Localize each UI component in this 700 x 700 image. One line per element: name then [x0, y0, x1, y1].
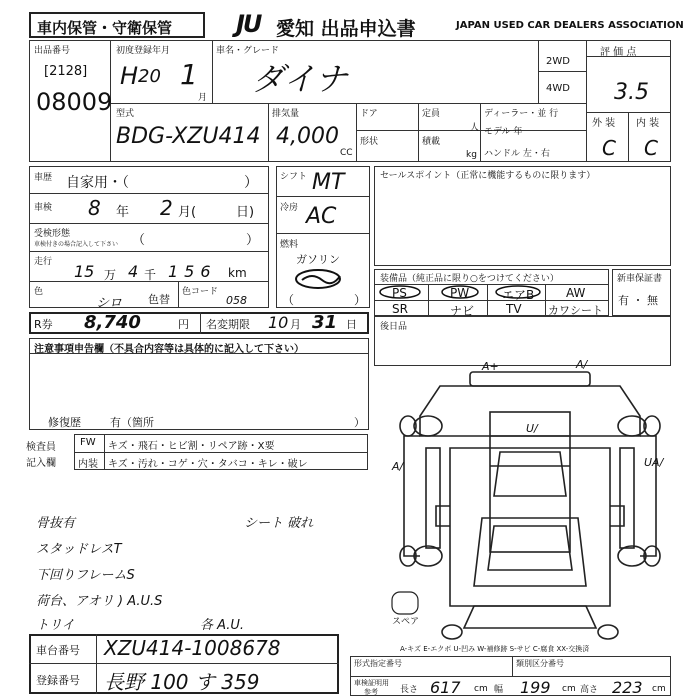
note-right-2: 各 A.U.: [200, 618, 245, 633]
reg-month: 1: [180, 58, 198, 91]
damage-legend: A-キズ E-エクボ U-凹み W-補修跡 S-サビ C-腐食 XX-交換済: [400, 645, 590, 653]
equip-pw: PW: [450, 286, 470, 300]
dim-reg-label: 車検証明用: [354, 679, 389, 687]
accept-sub: 車検付きの場合記入して下さい: [34, 241, 119, 248]
cc-label: CC: [340, 148, 353, 158]
repair-label: 修復歴: [48, 416, 81, 429]
kg-unit: kg: [466, 150, 477, 160]
note-line-2: スタッドレスT: [36, 542, 122, 557]
fuel-close: ）: [354, 293, 367, 307]
capacity-label: 定員: [422, 109, 441, 119]
displacement-value: 4,000: [276, 124, 339, 149]
sales-point-block: [374, 166, 671, 266]
mileage-rest: 156: [168, 262, 217, 281]
inspection-month: 2: [160, 196, 173, 220]
month-open: 月(: [178, 205, 197, 220]
reg-label: 登録番号: [36, 674, 80, 687]
inspector-label: 検査員: [26, 442, 56, 453]
fw-label: FW: [80, 437, 96, 448]
fuel-circle-mark: [292, 266, 348, 292]
ac-value: AC: [306, 204, 337, 229]
note-line-1: 骨抜有: [36, 516, 76, 531]
height-label: 高さ: [580, 685, 599, 695]
first-reg-label: 初度登録年月: [116, 46, 171, 56]
storage-note: 車内保管・守衛保管: [37, 19, 173, 37]
fuel-label: 燃料: [280, 240, 299, 250]
width-value: 199: [520, 678, 551, 697]
handle-label: ハンドル 左・右: [484, 149, 550, 159]
exterior-value: C: [602, 136, 616, 160]
displacement-label: 排気量: [272, 109, 300, 119]
storage-note-box: [29, 12, 205, 38]
chassis-label: 車台番号: [36, 644, 80, 657]
score-label: 評 価 点: [600, 47, 637, 58]
km-unit: km: [228, 266, 247, 280]
score-value: 3.5: [614, 80, 649, 105]
accept-open: （: [132, 233, 146, 248]
car-name: ダイナ: [252, 60, 348, 98]
inspection-label: 車検: [34, 203, 53, 213]
equip-circle-marks: [374, 284, 609, 300]
sen-unit: 千: [144, 268, 157, 282]
interior-row-label: 内装: [78, 459, 98, 470]
note-line-3: 下回りフレームS: [36, 568, 135, 583]
inspection-year: 8: [88, 196, 101, 220]
history-value: 自家用・（: [66, 175, 129, 191]
length-value: 617: [430, 678, 461, 697]
name-change-label: 名変期限: [206, 318, 250, 331]
ac-label: 冷房: [280, 203, 299, 213]
year-unit: 年: [116, 205, 130, 220]
color-code-value: 058: [226, 294, 247, 307]
shape-label: 形状: [360, 137, 379, 147]
exterior-label: 外 装: [592, 118, 616, 129]
mileage-man: 15: [74, 262, 95, 281]
fuel-open: （: [282, 293, 295, 307]
mileage-label: 走行: [34, 257, 53, 267]
note-line-5: トリイ: [36, 618, 75, 633]
yen-unit: 円: [178, 318, 189, 331]
rken-value: 8,740: [84, 312, 141, 333]
truck-damage-diagram: [390, 356, 670, 646]
day-unit: 日: [346, 318, 357, 331]
notes-label: 注意事項申告欄（不具合内容等は具体的に記入して下さい）: [34, 344, 304, 355]
month-unit: 月: [290, 318, 301, 331]
length-unit: cm: [474, 684, 488, 694]
mark-u-cab: U/: [526, 422, 538, 435]
reg-year: 20: [138, 66, 161, 87]
equip-kawa: カワシート: [548, 304, 603, 317]
color-code-label: 色コード: [182, 287, 219, 297]
equip-sr: SR: [392, 302, 408, 316]
interior-items: キズ・汚れ・コゲ・穴・タバコ・キレ・破レ: [108, 459, 308, 470]
form-title: 愛知 出品申込書: [276, 18, 416, 40]
color-label: 色: [34, 287, 44, 297]
equipment-label: 装備品（純正品に限り○をつけてください）: [380, 274, 559, 284]
repair-close: ）: [354, 416, 365, 429]
equip-tv: TV: [506, 302, 522, 316]
fw-items: キズ・飛石・ヒビ割・リペア跡・X要: [108, 441, 275, 452]
color-change-label: 色替: [148, 293, 170, 306]
lot-bracket: [2128]: [44, 64, 88, 79]
door-label: ドア: [360, 109, 378, 119]
reg-month-unit: 月: [198, 93, 208, 103]
fuel-value: ガソリン: [296, 253, 340, 266]
accept-label: 受検形態: [34, 229, 71, 239]
color-value: シロ: [96, 296, 123, 311]
mark-ua-right: UA/: [644, 456, 664, 469]
after-parts-label: 後日品: [380, 322, 408, 332]
equip-ps: PS: [392, 286, 407, 300]
ju-logo: JU: [236, 10, 261, 38]
height-value: 223: [612, 678, 643, 697]
equip-aw: AW: [566, 286, 586, 300]
model-year-label: モデル 年: [484, 127, 523, 137]
mark-a-rear-right: A/: [576, 358, 588, 371]
2wd-label: 2WD: [546, 56, 570, 67]
mark-a-plus: A+: [482, 360, 499, 373]
interior-value: C: [644, 136, 658, 160]
width-label: 幅: [494, 685, 504, 695]
dim2-label: 類別区分番号: [516, 659, 564, 668]
car-name-label: 車名・グレード: [216, 46, 280, 56]
reg-value: 長野 100 す 359: [104, 670, 260, 694]
shift-value: MT: [312, 170, 345, 195]
height-unit: cm: [652, 684, 666, 694]
association-name: JAPAN USED CAR DEALERS ASSOCIATION: [456, 20, 684, 31]
dim-ref-label: 参考: [364, 688, 378, 696]
lot-no: 08009: [36, 88, 113, 116]
note-right-1: シート 破れ: [244, 516, 314, 531]
sales-point-label: セールスポイント（正常に機能するものに限ります）: [380, 171, 596, 181]
name-change-day: 31: [312, 312, 338, 333]
lot-no-label: 出品番号: [34, 46, 71, 56]
person-unit: 人: [470, 123, 480, 133]
mileage-sen: 4: [128, 262, 139, 281]
model-label: 型式: [116, 109, 135, 119]
dealer-label: ディーラー・並 行: [484, 109, 559, 119]
interior-label: 内 装: [636, 118, 660, 129]
mark-a-left: A/: [392, 460, 404, 473]
length-label: 長さ: [400, 685, 419, 695]
load-label: 積載: [422, 137, 441, 147]
equip-navi: ナビ: [450, 304, 475, 318]
warranty-options: 有 ・ 無: [618, 294, 658, 307]
reg-era: H: [120, 62, 139, 90]
accept-close: ）: [246, 233, 260, 248]
equip-airbag: エアB: [502, 288, 535, 302]
4wd-label: 4WD: [546, 83, 570, 94]
note-line-4: 荷台、アオリ ) A.U.S: [36, 594, 163, 609]
warranty-label: 新車保証書: [617, 274, 663, 284]
model-value: BDG-XZU414: [116, 124, 261, 149]
shift-label: シフト: [280, 172, 308, 182]
dim1-label: 形式指定番号: [354, 659, 402, 668]
spare-label: スペア: [392, 617, 420, 627]
repair-options: 有（箇所: [110, 416, 154, 429]
history-label: 車歴: [34, 173, 53, 183]
entry-label: 記入欄: [26, 458, 56, 469]
day-close: 日): [236, 205, 255, 220]
name-change-month: 10: [268, 313, 289, 332]
man-unit: 万: [104, 268, 117, 282]
history-close: ）: [244, 175, 258, 191]
rken-label: R券: [34, 318, 53, 331]
chassis-value: XZU414-1008678: [104, 636, 281, 660]
width-unit: cm: [562, 684, 576, 694]
